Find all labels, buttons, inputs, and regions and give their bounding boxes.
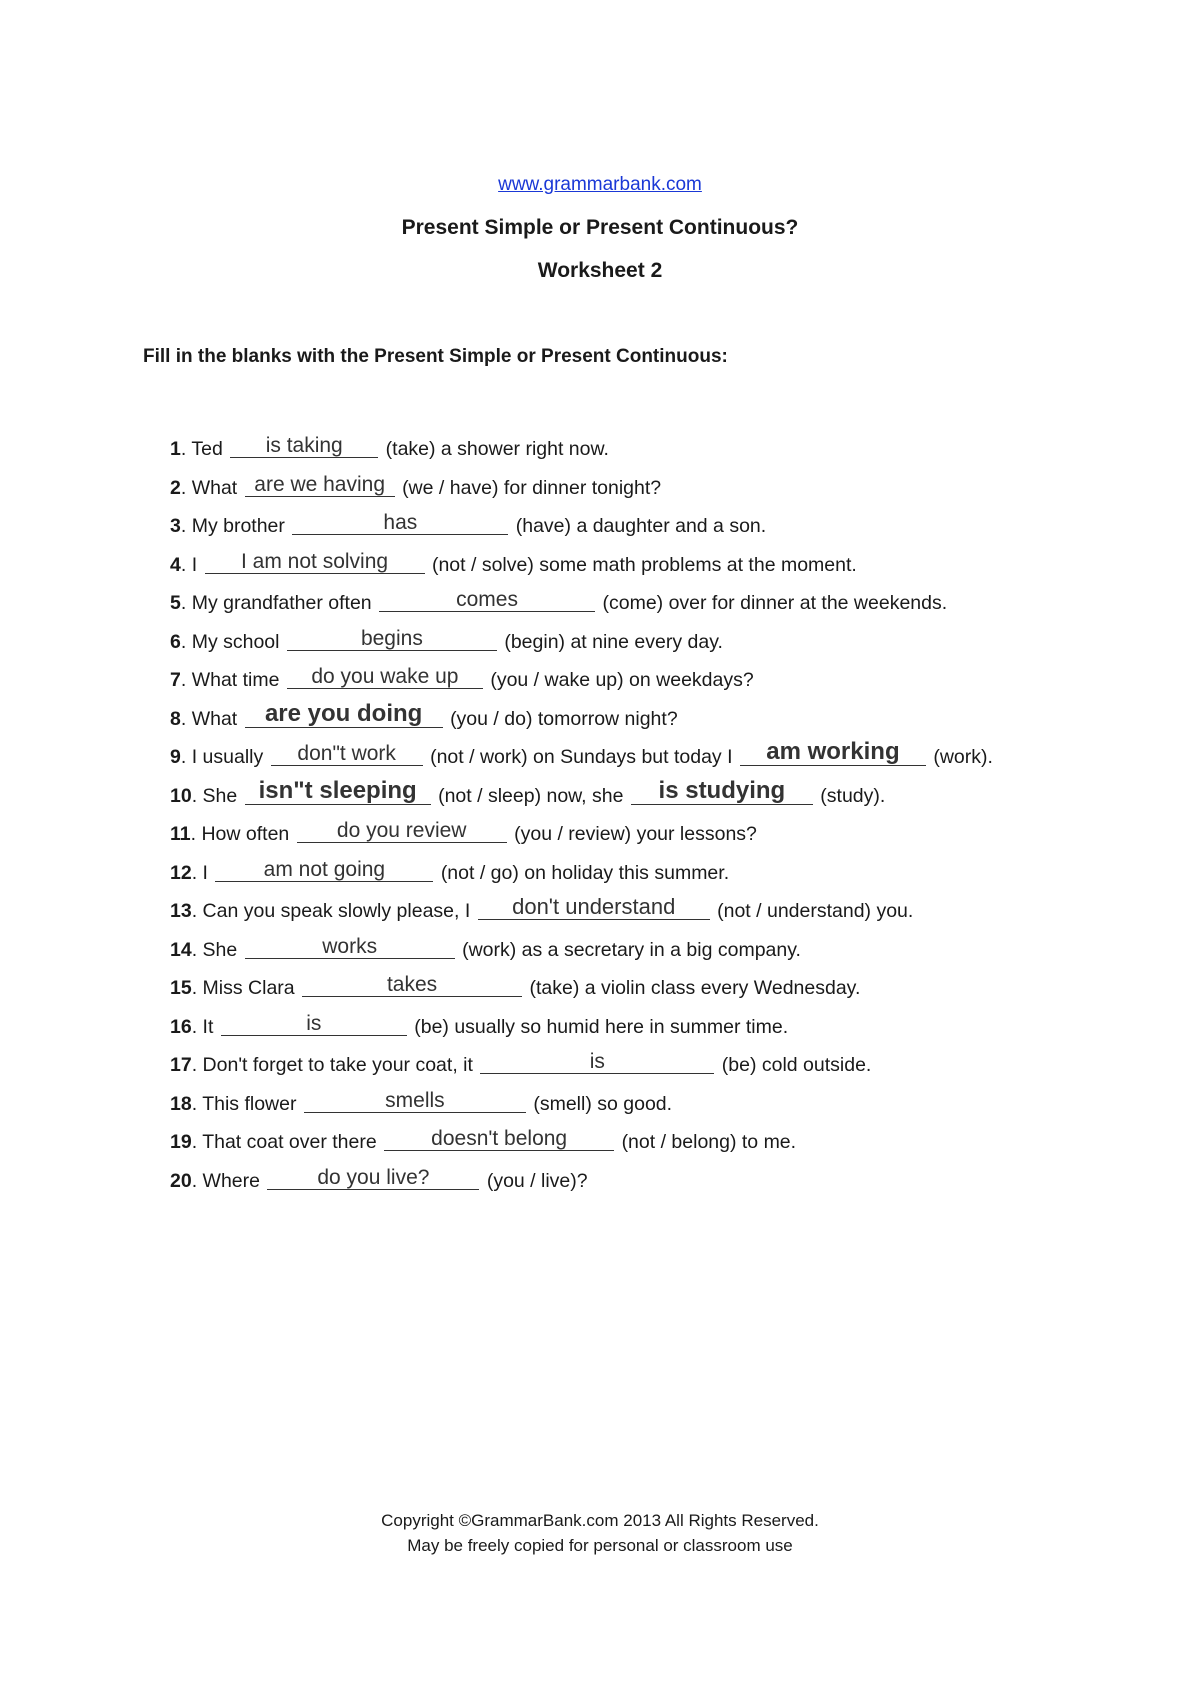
exercise-item (170, 507, 993, 546)
item-text-middle: (not / sleep) now, she (438, 784, 624, 807)
item-text-after: (not / belong) to me. (621, 1131, 797, 1153)
item-number: 4 (170, 553, 181, 576)
item-text-after: (take) a shower right now. (385, 438, 609, 460)
answer-text: comes (456, 588, 518, 611)
worksheet-subtitle: Worksheet 2 (537, 259, 663, 282)
answer-text: doesn't belong (431, 1127, 568, 1150)
item-separator: . (191, 1131, 198, 1153)
item-separator: . (191, 861, 198, 884)
exercise-item (170, 815, 993, 854)
item-number: 1 (170, 438, 181, 460)
answer-text: is studying (658, 776, 786, 804)
item-separator: . (180, 630, 187, 653)
answer-blank[interactable] (230, 436, 378, 458)
item-separator: . (191, 784, 198, 807)
item-text-after: (we / have) for dinner tonight? (402, 476, 662, 499)
item-text-before: My grandfather often (191, 592, 372, 614)
item-text-after: (not / solve) some math problems at the moment. (431, 553, 857, 576)
answer-text: takes (386, 973, 438, 996)
answer-blank[interactable] (478, 894, 710, 920)
item-number: 16 (170, 1015, 192, 1038)
item-text-before: It (202, 1015, 214, 1038)
item-separator: . (191, 1169, 198, 1192)
item-text-before: This flower (202, 1092, 297, 1115)
answer-blank[interactable] (287, 626, 497, 651)
item-text-after: (begin) at nine every day. (504, 630, 723, 653)
answer-blank[interactable] (379, 590, 595, 612)
exercise-item (170, 623, 993, 662)
item-text-after: (you / wake up) on weekdays? (490, 669, 754, 691)
answer-blank[interactable] (245, 472, 395, 497)
item-text-after: (have) a daughter and a son. (515, 515, 767, 537)
item-text-before: Ted (191, 438, 223, 460)
answer-text: is taking (265, 434, 343, 457)
exercise-item (170, 738, 993, 777)
exercise-item (170, 584, 993, 623)
item-number: 6 (170, 630, 181, 653)
item-separator: . (180, 669, 187, 691)
item-text-before: What (191, 476, 238, 499)
item-text-before: Can you speak slowly please, I (202, 900, 471, 922)
item-text-before: Don't forget to take your coat, it (202, 1054, 473, 1076)
exercise-item (170, 1008, 993, 1047)
answer-blank[interactable] (384, 1129, 614, 1151)
item-separator: . (191, 1054, 198, 1076)
exercise-item (170, 1162, 993, 1201)
item-text-after: (not / go) on holiday this summer. (440, 861, 730, 884)
answer-text: do you review (336, 819, 467, 842)
item-number: 20 (170, 1169, 192, 1192)
item-number: 11 (170, 823, 191, 845)
answer-text: smells (385, 1088, 445, 1112)
answer-text: are we having (254, 472, 386, 496)
item-text-before: I usually (191, 746, 264, 768)
exercise-item (170, 969, 993, 1008)
item-text-after: (take) a violin class every Wednesday. (529, 977, 861, 999)
item-separator: . (180, 553, 187, 576)
exercise-item (170, 1085, 993, 1124)
exercise-item (170, 700, 993, 739)
answer-text: I am not solving (241, 549, 389, 573)
item-text-before: Miss Clara (202, 977, 295, 999)
item-text-before: She (202, 938, 238, 961)
exercise-list (170, 430, 993, 1200)
item-text-after: (you / review) your lessons? (514, 823, 757, 845)
exercise-item (170, 1123, 993, 1162)
item-separator: . (191, 900, 198, 922)
item-number: 17 (170, 1054, 192, 1076)
item-text-after: (be) cold outside. (721, 1054, 872, 1076)
item-text-after: (you / do) tomorrow night? (450, 707, 678, 730)
item-separator: . (191, 938, 198, 961)
item-text-middle: (not / work) on Sundays but today I (430, 746, 733, 768)
item-text-before: That coat over there (202, 1131, 377, 1153)
item-separator: . (191, 977, 198, 999)
answer-blank[interactable] (215, 857, 433, 882)
answer-text: isn"t sleeping (258, 776, 417, 804)
answer-blank[interactable] (292, 513, 508, 535)
item-number: 8 (170, 707, 181, 730)
site-link[interactable]: www.grammarbank.com (498, 174, 702, 195)
answer-blank[interactable] (271, 744, 423, 766)
item-text-before: I (191, 553, 198, 576)
answer-text: am working (766, 738, 900, 765)
answer-blank[interactable] (304, 1088, 526, 1113)
item-text-after: (you / live)? (486, 1169, 588, 1192)
usage-note: May be freely copied for personal or classroom use (407, 1536, 793, 1555)
item-number: 14 (170, 938, 192, 961)
answer-text: are you doing (264, 699, 423, 727)
answer-blank[interactable] (245, 934, 455, 959)
exercise-item (170, 469, 993, 508)
item-separator: . (191, 1092, 198, 1115)
item-number: 7 (170, 669, 181, 691)
exercise-item (170, 546, 993, 585)
answer-blank[interactable] (267, 1165, 479, 1190)
copyright-text: Copyright ©GrammarBank.com 2013 All Rights Reserved. (381, 1511, 819, 1530)
item-number: 5 (170, 592, 181, 614)
answer-text: begins (360, 626, 423, 650)
item-separator: . (180, 438, 187, 460)
item-separator: . (190, 823, 197, 845)
exercise-item (170, 777, 993, 816)
item-text-after: (work) as a secretary in a big company. (462, 938, 801, 961)
item-number: 12 (170, 861, 192, 884)
answer-blank[interactable] (245, 699, 443, 728)
answer-blank[interactable] (297, 821, 507, 843)
item-separator: . (180, 746, 187, 768)
item-text-after: (study). (820, 784, 886, 807)
item-text-before: My school (191, 630, 280, 653)
item-text-before: How often (201, 823, 290, 845)
item-number: 15 (170, 977, 192, 999)
exercise-item (170, 854, 993, 893)
item-text-before: I (202, 861, 208, 884)
answer-text: don't understand (512, 894, 676, 919)
item-separator: . (180, 515, 187, 537)
item-text-after: (be) usually so humid here in summer time. (414, 1015, 789, 1038)
item-number: 9 (170, 746, 181, 768)
item-text-before: She (202, 784, 238, 807)
exercise-item (170, 430, 993, 469)
answer-blank[interactable] (245, 776, 431, 805)
item-text-before: Where (202, 1169, 260, 1192)
answer-text: am not going (263, 857, 386, 881)
answer-blank[interactable] (631, 776, 813, 805)
answer-blank[interactable] (480, 1052, 714, 1074)
item-separator: . (191, 1015, 198, 1038)
item-number: 13 (170, 900, 192, 922)
answer-text: do you live? (317, 1165, 430, 1189)
item-text-after: (not / understand) you. (717, 900, 914, 922)
item-text-before: What (191, 707, 238, 730)
item-text-after: (come) over for dinner at the weekends. (602, 592, 948, 614)
item-number: 18 (170, 1092, 192, 1115)
answer-text: is (589, 1050, 605, 1073)
item-number: 19 (170, 1131, 192, 1153)
answer-text: don"t work (297, 742, 396, 765)
exercise-item (170, 892, 993, 931)
item-separator: . (180, 707, 187, 730)
item-separator: . (180, 592, 187, 614)
answer-text: has (383, 511, 418, 534)
item-text-before: What time (191, 669, 280, 691)
item-text-after: (work). (933, 746, 993, 768)
item-text-after: (smell) so good. (533, 1092, 673, 1115)
instruction-text: Fill in the blanks with the Present Simple or Present Continuous: (143, 346, 728, 367)
item-number: 10 (170, 784, 192, 807)
answer-text: works (322, 934, 378, 958)
exercise-item (170, 931, 993, 970)
answer-blank[interactable] (302, 975, 522, 997)
item-separator: . (180, 476, 187, 499)
item-text-before: My brother (191, 515, 285, 537)
answer-blank[interactable] (287, 667, 483, 689)
answer-blank[interactable] (205, 549, 425, 574)
answer-text: is (306, 1011, 322, 1035)
answer-blank[interactable] (221, 1011, 407, 1036)
item-number: 3 (170, 515, 181, 537)
exercise-item (170, 661, 993, 700)
exercise-item (170, 1046, 993, 1085)
answer-blank[interactable] (740, 738, 926, 766)
worksheet-title: Present Simple or Present Continuous? (401, 216, 799, 239)
item-number: 2 (170, 476, 181, 499)
answer-text: do you wake up (311, 665, 459, 688)
